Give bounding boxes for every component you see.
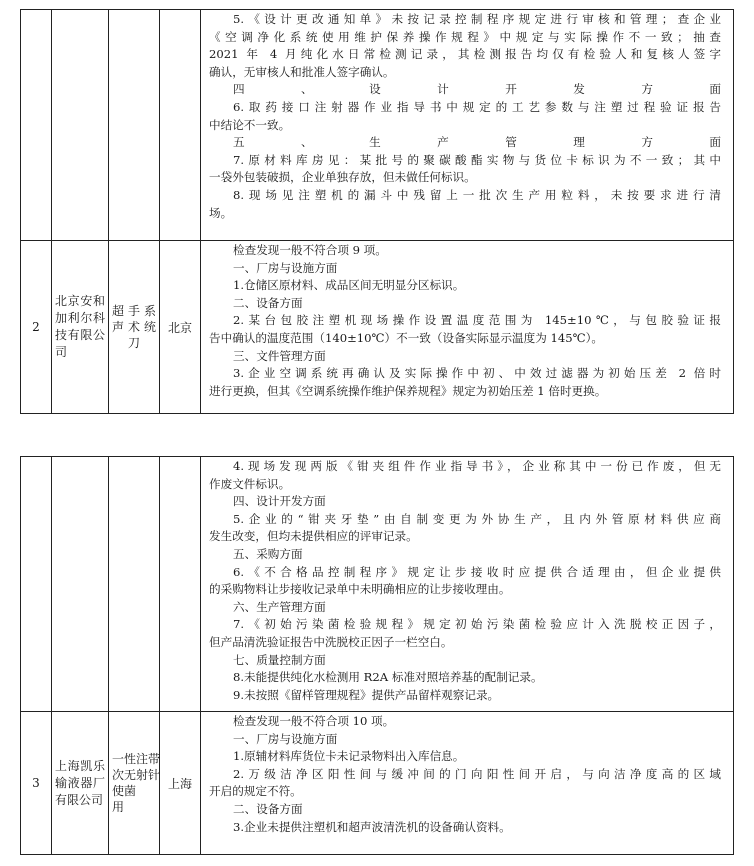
finding-line: 确认，无审核人和批准人签字确认。 xyxy=(209,64,395,79)
finding-line: 7.原材料库房见：某批号的聚碳酸酯实物与货位卡标识为不一致；其中 xyxy=(233,152,721,167)
finding-line: 6.取药接口注射器作业指导书中规定的工艺参数与注塑过程验证报告 xyxy=(233,99,721,114)
product-name-column: 超 声 xyxy=(112,304,125,334)
product-name-column: 性 无 菌 xyxy=(124,752,137,798)
finding-line: 1.原辅材料库货位卡未记录物料出入库信息。 xyxy=(233,749,465,764)
region-cell: 上海 xyxy=(160,712,201,855)
finding-line: 四、设计开发方面 xyxy=(233,494,326,509)
finding-line: 开启的规定不符。 xyxy=(209,784,302,799)
findings-cell xyxy=(201,457,734,712)
finding-line: 作废文件标识。 xyxy=(209,476,291,491)
product-name-column: 注 射 xyxy=(136,752,149,782)
finding-line: 四、设计开发方面 xyxy=(233,82,721,97)
finding-line: 5.企业的“钳夹牙垫”由自制变更为外协生产，且内外管原材料供应商 xyxy=(233,511,721,526)
finding-line: 七、质量控制方面 xyxy=(233,652,326,667)
finding-line: 检查发现一般不符合项 10 项。 xyxy=(233,714,395,728)
finding-line: 五、采购方面 xyxy=(233,546,303,561)
company-cell: 北京安和加利尔科技有限公司 xyxy=(52,241,109,414)
row-number-cell xyxy=(21,457,52,712)
finding-line: 一袋外包装破损，企业单独存放，但未做任何标识。 xyxy=(209,170,476,185)
finding-line: 3.企业空调系统再确认及实际操作中初、中效过滤器为初始压差 2 倍时 xyxy=(233,366,721,381)
company-cell: 上海凯乐输液器厂有限公司 xyxy=(52,712,109,855)
finding-line: 但产品清洗验证报告中洗脱校正因子一栏空白。 xyxy=(209,634,453,649)
finding-line: 9.未按照《留样管理规程》提供产品留样观察记录。 xyxy=(233,687,500,702)
product-name-column: 手 术 刀 xyxy=(127,304,140,350)
findings-cell xyxy=(201,712,734,855)
product-name-column: 带 针 xyxy=(148,752,161,782)
finding-line: 8.未能提供纯化水检测用 R2A 标准对照培养基的配制记录。 xyxy=(233,670,543,685)
finding-line: 场。 xyxy=(209,205,233,220)
finding-line: 六、生产管理方面 xyxy=(233,599,326,614)
row-number-cell: 3 xyxy=(21,712,52,855)
finding-line: 中结论不一致。 xyxy=(209,117,291,132)
findings-cell xyxy=(201,10,734,241)
findings-lines xyxy=(209,713,721,836)
product-name-column: 一 次 使 用 xyxy=(112,752,125,814)
finding-line: 的采购物料让步接收记录单中未明确相应的让步接收理由。 xyxy=(209,582,511,597)
finding-line: 4.现场发现两版《钳夹组件作业指导书》，企业称其中一份已作废，但无 xyxy=(233,459,721,473)
finding-line: 《空调净化系统使用维护保养操作规程》中规定与实际操作不一致；抽查 xyxy=(209,29,721,44)
findings-cell xyxy=(201,241,734,414)
finding-line: 告中确认的温度范围（140±10℃）不一致（设备实际显示温度为 145℃）。 xyxy=(209,330,603,345)
company-cell xyxy=(52,10,109,241)
finding-line: 6.《不合格品控制程序》规定让步接收时应提供合适理由，但企业提供 xyxy=(233,564,721,579)
region-cell xyxy=(160,10,201,241)
finding-line: 五、生产管理方面 xyxy=(233,135,721,150)
product-name xyxy=(109,303,159,351)
finding-line: 7.《初始污染菌检验规程》规定初始污染菌检验应计入洗脱校正因子， xyxy=(233,617,721,632)
product-name-column: 系 统 xyxy=(143,304,156,334)
finding-line: 二、设备方面 xyxy=(233,801,303,816)
product-cell xyxy=(109,457,160,712)
product-cell xyxy=(109,712,160,855)
finding-line: 一、厂房与设施方面 xyxy=(233,731,338,746)
findings-lines xyxy=(209,242,721,400)
finding-line: 发生改变，但均未提供相应的评审记录。 xyxy=(209,529,418,544)
finding-line: 3.企业未提供注塑机和超声波清洗机的设备确认资料。 xyxy=(233,819,511,834)
product-cell xyxy=(109,241,160,414)
product-name xyxy=(109,751,159,815)
finding-line: 三、文件管理方面 xyxy=(233,348,326,363)
finding-line: 2.某台包胶注塑机现场操作设置温度范围为 145±10℃，与包胶验证报 xyxy=(233,313,721,328)
table-row xyxy=(21,457,734,712)
findings-lines xyxy=(209,11,721,222)
finding-line: 1.仓储区原材料、成品区间无明显分区标识。 xyxy=(233,278,465,293)
region-cell: 北京 xyxy=(160,241,201,414)
finding-line: 检查发现一般不符合项 9 项。 xyxy=(233,243,387,257)
finding-line: 二、设备方面 xyxy=(233,295,303,310)
finding-line: 8.现场见注塑机的漏斗中残留上一批次生产用粒料，未按要求进行清 xyxy=(233,187,721,202)
row-number-cell xyxy=(21,10,52,241)
finding-line: 一、厂房与设施方面 xyxy=(233,260,338,275)
finding-line: 2.万级洁净区阳性间与缓冲间的门向阳性间开启，与向洁净度高的区域 xyxy=(233,766,721,781)
company-cell xyxy=(52,457,109,712)
region-cell xyxy=(160,457,201,712)
inspection-table-part-2 xyxy=(20,456,734,855)
row-number-cell: 2 xyxy=(21,241,52,414)
finding-line: 进行更换，但其《空调系统操作维护保养规程》规定为初始压差 1 倍时更换。 xyxy=(209,383,607,398)
table-row xyxy=(21,712,734,855)
finding-line: 2021 年 4 月纯化水日常检测记录，其检测报告均仅有检验人和复核人签字 xyxy=(209,47,721,62)
table-row xyxy=(21,10,734,241)
table-row xyxy=(21,241,734,414)
findings-lines xyxy=(209,458,721,704)
product-cell xyxy=(109,10,160,241)
inspection-table-part-1 xyxy=(20,9,734,414)
finding-line: 5.《设计更改通知单》未按记录控制程序规定进行审核和管理；查企业 xyxy=(233,12,721,26)
